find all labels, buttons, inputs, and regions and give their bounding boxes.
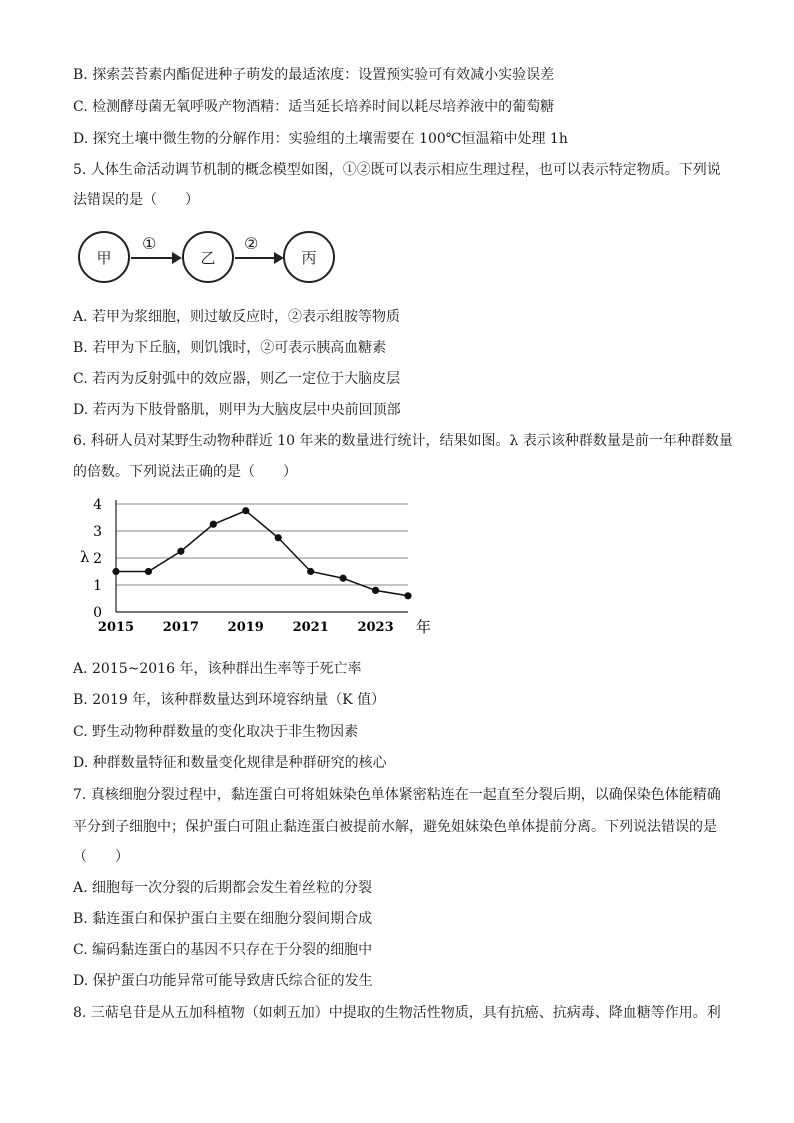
- q6-option-d: D. 种群数量特征和数量变化规律是种群研究的核心: [73, 755, 387, 771]
- q7-stem-line-1: 7. 真核细胞分裂过程中，黏连蛋白可将姐妹染色单体紧密粘连在一起直至分裂后期，以确保染色体能精确: [73, 787, 721, 803]
- series-line: [116, 511, 408, 596]
- q7-option-b: B. 黏连蛋白和保护蛋白主要在细胞分裂间期合成: [73, 911, 373, 927]
- q5-option-d: D. 若丙为下肢骨骼肌，则甲为大脑皮层中央前回顶部: [73, 402, 401, 418]
- q5-option-a: A. 若甲为浆细胞，则过敏反应时，②表示组胺等物质: [73, 309, 401, 325]
- y-tick-label: 3: [93, 524, 102, 540]
- x-tick-label: 2019: [227, 620, 264, 635]
- arrow-1-shaft: [131, 257, 173, 259]
- data-point: [145, 568, 152, 575]
- q7-option-c: C. 编码黏连蛋白的基因不只存在于分裂的细胞中: [73, 942, 373, 958]
- arrow-2-shaft: [235, 257, 275, 259]
- q5-stem-line-2: 法错误的是（ ）: [73, 192, 199, 208]
- q5-option-c: C. 若丙为反射弧中的效应器，则乙一定位于大脑皮层: [73, 371, 401, 387]
- data-point: [242, 507, 249, 514]
- q5-option-b: B. 若甲为下丘脑，则饥饿时，②可表示胰高血糖素: [73, 340, 387, 356]
- y-tick-label: 1: [93, 578, 102, 594]
- data-point: [275, 534, 282, 541]
- q7-stem-line-3: （ ）: [73, 849, 129, 865]
- q7-option-d: D. 保护蛋白功能异常可能导致唐氏综合征的发生: [73, 973, 373, 989]
- q4-option-c: C. 检测酵母菌无氧呼吸产物酒精：适当延长培养时间以耗尽培养液中的葡萄糖: [73, 99, 555, 115]
- q5-stem-line-1: 5. 人体生命活动调节机制的概念模型如图，①②既可以表示相应生理过程，也可以表示特定物质。下列说: [73, 162, 721, 178]
- q4-option-d: D. 探究土壤中微生物的分解作用：实验组的土壤需要在 100℃恒温箱中处理 1h: [73, 131, 568, 147]
- q6-stem-line-2: 的倍数。下列说法正确的是（ ）: [73, 464, 297, 480]
- x-axis-unit: 年: [416, 618, 432, 636]
- q6-stem-line-1: 6. 科研人员对某野生动物种群近 10 年来的数量进行统计，结果如图。λ 表示该种群数量是前一年种群数量: [73, 433, 733, 449]
- node-bing: 丙: [283, 231, 335, 283]
- q4-option-b: B. 探索芸苔素内酯促进种子萌发的最适浓度：设置预实验可有效减小实验误差: [73, 67, 555, 83]
- lambda-line-chart: [76, 490, 436, 640]
- y-axis-label: λ: [80, 548, 90, 566]
- y-tick-label: 0: [93, 605, 102, 621]
- x-tick-label: 2017: [162, 620, 199, 635]
- node-jia: 甲: [78, 231, 130, 283]
- x-tick-label: 2021: [292, 620, 329, 635]
- data-point: [177, 548, 184, 555]
- data-point: [340, 575, 347, 582]
- arrow-label-1: ①: [142, 234, 157, 253]
- data-point: [210, 521, 217, 528]
- concept-model-diagram: [78, 228, 348, 294]
- q7-stem-line-2: 平分到子细胞中；保护蛋白可阻止黏连蛋白被提前水解，避免姐妹染色单体提前分离。下列说法错误的是: [73, 819, 717, 835]
- data-point: [112, 568, 119, 575]
- x-tick-label: 2015: [97, 620, 135, 635]
- arrow-label-2: ②: [244, 234, 259, 253]
- q6-option-c: C. 野生动物种群数量的变化取决于非生物因素: [73, 724, 359, 740]
- arrow-1-head: [172, 252, 182, 264]
- y-tick-label: 2: [93, 551, 102, 567]
- q8-stem-line-1: 8. 三萜皂苷是从五加科植物（如刺五加）中提取的生物活性物质，具有抗癌、抗病毒、降血糖等作用。利: [73, 1005, 721, 1021]
- node-yi: 乙: [182, 231, 234, 283]
- q7-option-a: A. 细胞每一次分裂的后期都会发生着丝粒的分裂: [73, 880, 373, 896]
- q6-option-a: A. 2015~2016 年，该种群出生率等于死亡率: [73, 661, 362, 677]
- data-point: [372, 587, 379, 594]
- data-point: [307, 568, 314, 575]
- y-tick-label: 4: [93, 497, 102, 513]
- q6-option-b: B. 2019 年，该种群数量达到环境容纳量（K 值）: [73, 692, 386, 708]
- x-tick-label: 2023: [357, 620, 394, 635]
- data-point: [404, 592, 411, 599]
